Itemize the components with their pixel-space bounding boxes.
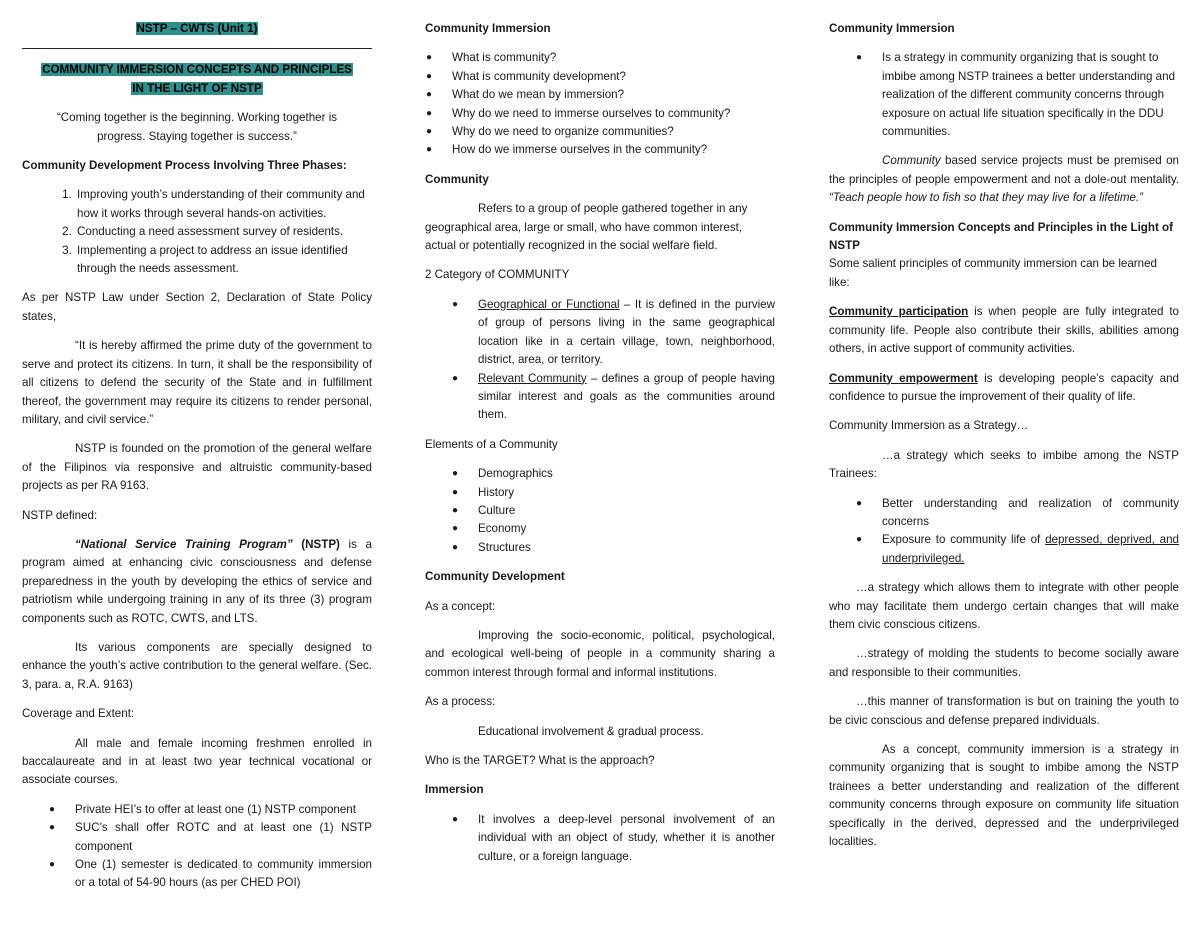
list-item: ● Is a strategy in community organizing that is sought to imbibe among NSTP trainees a better understanding and realization of the different community concerns through exposure on actual life situation specifically in the DDU communities.: [856, 51, 1176, 139]
bullet-icon: ●: [426, 52, 433, 64]
list-item: 1. Improving youth’s understanding of their community and how it works through several hands-on activities.: [75, 186, 372, 223]
concept-paragraph: As a concept, community immersion is a strategy in community organizing that is sought to imbibe among the NSTP trainees a better understanding and realization of the different community concerns through exposure on community life situation specifically in the derived, depressed and the underprivileged localities.: [829, 743, 1179, 849]
doc-title: [22, 20, 372, 38]
immersion-list: [425, 811, 775, 866]
list-item: ● Why do we need to organize communities?: [452, 123, 775, 141]
bullet-icon: ●: [49, 803, 56, 815]
column-3: [829, 20, 1179, 851]
elements-list: [425, 465, 775, 557]
list-item: ● One (1) semester is dedicated to community immersion or a total of 54-90 hours (as per CHED POI): [49, 858, 372, 890]
strategy-1: …a strategy which seeks to imbibe among the NSTP Trainees:: [829, 448, 1179, 481]
list-item: ● Private HEI’s to offer at least one (1) NSTP component: [75, 801, 372, 819]
category-list: [425, 296, 775, 425]
bullet-icon: ●: [452, 372, 459, 384]
cd-heading: Community Development: [425, 570, 565, 584]
bullet-icon: ●: [452, 298, 459, 310]
bullet-icon: ●: [452, 504, 459, 516]
list-item: ● What is community development?: [452, 68, 775, 86]
list-item: ● Demographics: [478, 465, 775, 483]
bullet-icon: ●: [426, 107, 433, 119]
phases-heading: Community Development Process Involving Three Phases:: [22, 159, 347, 173]
category-heading: 2 Category of COMMUNITY: [425, 268, 570, 282]
strategy-list: [829, 49, 1179, 141]
list-item: ● SUC’s shall offer ROTC and at least one (1) NSTP component: [49, 821, 372, 853]
title-divider: [22, 48, 372, 49]
bullet-icon: ●: [856, 534, 863, 546]
strategy-4: …this manner of transformation is but on training the youth to be civic conscious and defense prepared individuals.: [829, 695, 1179, 727]
community-definition: Refers to a group of people gathered together in any geographical area, large or small, who have common interest, actual or potentially recognized in the social welfare field.: [425, 202, 748, 253]
coverage-heading: Coverage and Extent:: [22, 707, 135, 721]
concept-text: Improving the socio-economic, political, psychological, and ecological well-being of people in a community sharing a common interest through formal and informal institutions.: [425, 628, 775, 679]
bullet-icon: ●: [49, 822, 56, 834]
list-item: ● Relevant Community – defines a group of people having similar interest and goals as the communities around them.: [452, 371, 775, 422]
column-2: [425, 20, 775, 866]
strategy-2: …a strategy which allows them to integrate with other people who may facilitate them undergo certain changes that will make them civic conscious citizens.: [829, 581, 1179, 631]
coverage-list: [22, 801, 372, 893]
list-item: ● History: [478, 484, 775, 502]
strategy-3: …strategy of molding the students to become socially aware and responsible to their communities.: [829, 647, 1179, 679]
law-intro: As per NSTP Law under Section 2, Declaration of State Policy states,: [22, 291, 372, 323]
bullet-icon: ●: [856, 497, 863, 509]
section-heading: Community Immersion: [425, 22, 551, 35]
column-1: [22, 20, 372, 893]
nstp-founded: NSTP is founded on the promotion of the general welfare of the Filipinos via responsive and altruistic community-based projects as per RA 9163.: [22, 442, 372, 493]
empowerment-paragraph: Community empowerment is developing people’s capacity and confidence to pursue the improvement of their quality of life.: [829, 371, 1179, 403]
definition-term: “National Service Training Program”: [75, 537, 293, 551]
elements-heading: Elements of a Community: [425, 437, 558, 451]
section-heading: Community Immersion: [829, 22, 955, 35]
principles-intro: Some salient principles of community immersion can be learned like:: [829, 257, 1157, 289]
opening-quote: “Coming together is the beginning. Working together is progress. Staying together is success.”: [56, 111, 338, 143]
concept-label: As a concept:: [425, 599, 496, 613]
list-item: ● Why do we need to immerse ourselves to community?: [452, 105, 775, 123]
bullet-icon: ●: [49, 859, 56, 871]
bullet-icon: ●: [452, 813, 459, 825]
target-question: Who is the TARGET? What is the approach?: [425, 754, 655, 767]
process-text: Educational involvement & gradual process.: [478, 724, 704, 738]
doc-title-text: NSTP – CWTS (Unit 1): [136, 22, 258, 35]
main-heading: [22, 61, 372, 98]
bullet-icon: ●: [452, 523, 459, 535]
law-quote: “It is hereby affirmed the prime duty of the government to serve and protect its citizens. In turn, it shall be the responsibility of all citizens to defend the security of the State and in fulfillment thereof, the government may require its citizens to render personal, military, and civil service.”: [22, 339, 372, 426]
community-heading: Community: [425, 172, 489, 186]
list-item: ● Structures: [478, 539, 775, 557]
list-item: ● Better understanding and realization of community concerns: [856, 496, 1179, 528]
process-label: As a process:: [425, 695, 496, 709]
questions-list: [425, 49, 775, 159]
definition-abbr: (NSTP): [292, 537, 340, 551]
bullet-icon: ●: [426, 144, 433, 156]
list-item: ● What do we mean by immersion?: [452, 86, 775, 104]
based-paragraph: Community based service projects must be premised on the principles of people empowerment and not a dole-out mentality. “Teach people how to fish so that they may live for a lifetime.”: [829, 154, 1179, 205]
bullet-icon: ●: [452, 468, 459, 480]
bullet-icon: ●: [452, 486, 459, 498]
bullet-icon: ●: [426, 70, 433, 82]
list-item: ● What is community?: [452, 49, 775, 67]
trainee-list: [829, 495, 1179, 569]
list-item: ● Culture: [478, 502, 775, 520]
definition-text: is a program aimed at enhancing civic consciousness and defense preparedness in the youth by developing the ethics of service and patriotism while undergoing training in any of its three (3) program components such as ROTC, CWTS, and LTS.: [22, 537, 372, 625]
list-item: ● It involves a deep-level personal involvement of an individual with an object of study, whether it is another culture, or a foreign language.: [452, 812, 775, 863]
immersion-heading: Immersion: [425, 783, 484, 797]
list-item: ● Geographical or Functional – It is defined in the purview of group of persons living in the same geographical location like in a certain village, town, neighborhood, district, area, or territory.: [452, 297, 775, 367]
list-item: ● Exposure to community life of depressed, deprived, and underprivileged.: [856, 533, 1180, 565]
list-item: 2. Conducting a need assessment survey of residents.: [75, 223, 372, 241]
principles-heading: Community Immersion Concepts and Principles in the Light of NSTP: [829, 220, 1173, 253]
bullet-icon: ●: [426, 89, 433, 101]
participation-paragraph: Community participation is when people are fully integrated to community life. People also contribute their skills, abilities among others, in active support of community activities.: [829, 305, 1179, 356]
as-strategy-label: Community Immersion as a Strategy…: [829, 419, 1029, 433]
nstp-definition: [22, 536, 372, 628]
main-heading-line-1: COMMUNITY IMMERSION CONCEPTS AND PRINCIPLES: [42, 63, 352, 77]
bullet-icon: ●: [426, 126, 433, 138]
bullet-icon: ●: [452, 541, 459, 553]
main-heading-line-2: IN THE LIGHT OF NSTP: [132, 81, 262, 95]
list-item: ● How do we immerse ourselves in the community?: [452, 141, 775, 159]
phases-list: [22, 186, 372, 278]
coverage-text: All male and female incoming freshmen enrolled in baccalaureate and in at least two year technical vocational or associate courses.: [22, 736, 372, 787]
bullet-icon: ●: [856, 52, 863, 64]
defined-label: NSTP defined:: [22, 508, 98, 522]
components-text: Its various components are specially designed to enhance the youth’s active contribution to the general welfare. (Sec. 3, para. a, R.A. 9163): [22, 640, 372, 691]
list-item: 3. Implementing a project to address an issue identified through the needs assessment.: [75, 242, 372, 279]
list-item: ● Economy: [478, 520, 775, 538]
